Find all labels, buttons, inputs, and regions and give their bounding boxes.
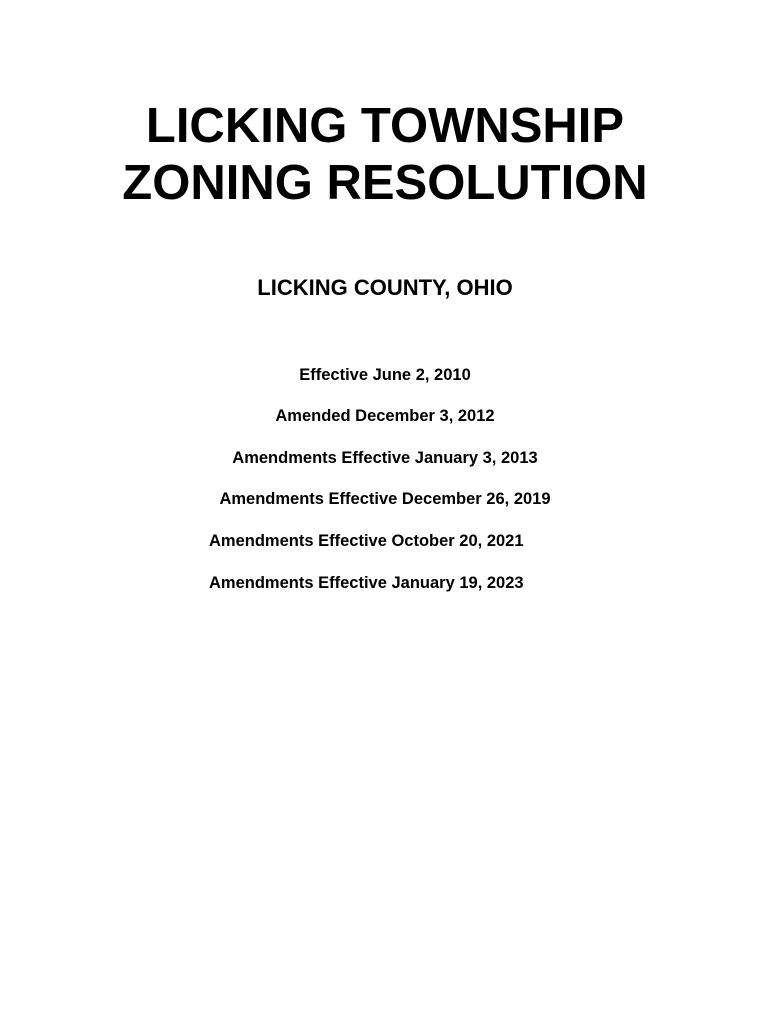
amendment-date-2019: Amendments Effective December 26, 2019 <box>219 490 551 508</box>
amendment-date-2023: Amendments Effective January 19, 2023 <box>209 574 524 592</box>
effective-date-original: Effective June 2, 2010 <box>299 366 471 384</box>
amended-date-2012: Amended December 3, 2012 <box>275 407 495 425</box>
county-subtitle: LICKING COUNTY, OHIO <box>257 275 513 300</box>
amendment-date-2013: Amendments Effective January 3, 2013 <box>232 449 538 467</box>
title-line-2: ZONING RESOLUTION <box>122 156 648 210</box>
amendment-date-2021: Amendments Effective October 20, 2021 <box>209 532 524 550</box>
title-line-1: LICKING TOWNSHIP <box>145 99 625 153</box>
